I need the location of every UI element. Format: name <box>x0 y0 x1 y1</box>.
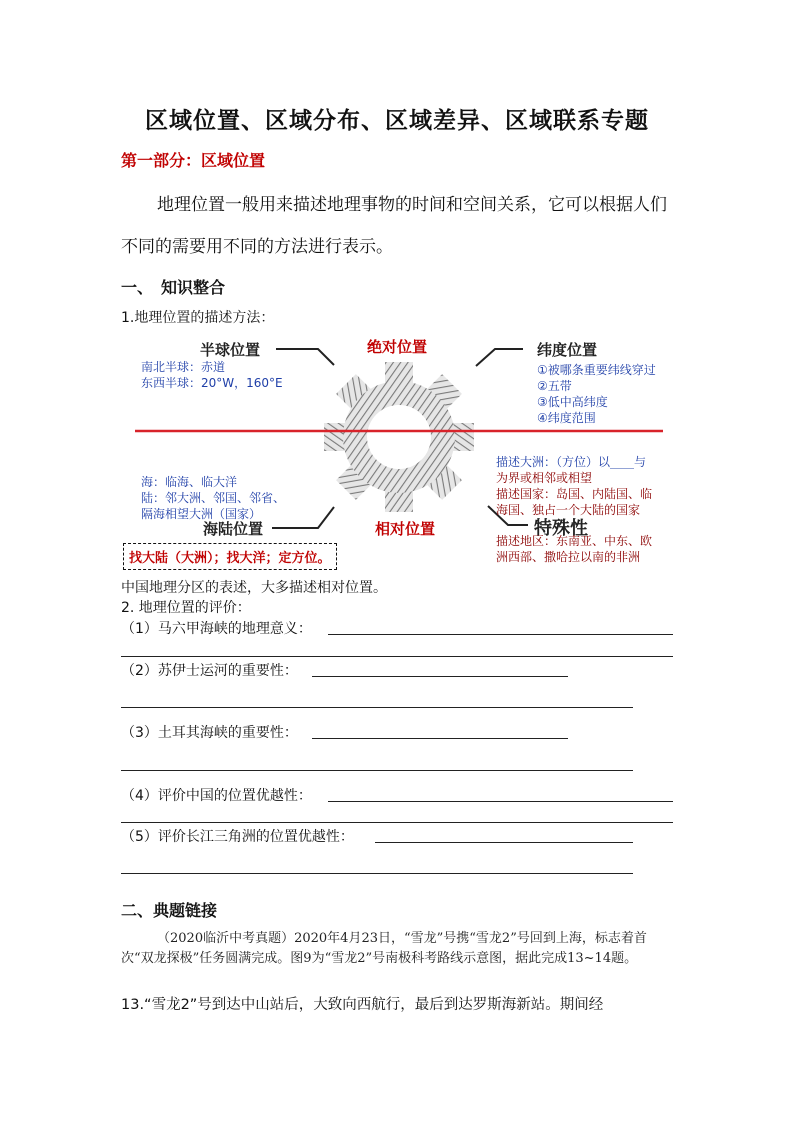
intro-paragraph: 地理位置一般用来描述地理事物的时间和空间关系，它可以根据人们不同的需要用不同的方法进行表示。 <box>121 195 667 257</box>
latitude-line-1: ①被哪条重要纬线穿过 <box>537 363 656 377</box>
answer-line[interactable] <box>121 873 633 874</box>
hemisphere-line-2: 东西半球：20°W，160°E <box>141 376 283 390</box>
question-4: （4）评价中国的位置优越性： <box>121 788 312 804</box>
gear-icon <box>324 362 474 512</box>
question-2: （2）苏伊士运河的重要性： <box>121 663 298 679</box>
special-label: 特殊性 <box>534 518 588 539</box>
question-13: 13.“雪龙2”号到达中山站后，大致向西航行，最后到达罗斯海新站。期间经 <box>121 997 604 1013</box>
answer-line[interactable] <box>121 770 633 771</box>
answer-line[interactable] <box>328 634 673 635</box>
note-line: 中国地理分区的表述，大多描述相对位置。 <box>121 580 387 596</box>
sealand-label: 海陆位置 <box>203 520 264 538</box>
latitude-line-4: ④纬度范围 <box>537 411 596 425</box>
question-3: （3）土耳其海峡的重要性： <box>121 725 298 741</box>
answer-line[interactable] <box>121 822 673 823</box>
absolute-position-label: 绝对位置 <box>367 338 428 356</box>
item-1-heading: 1.地理位置的描述方法： <box>121 310 275 326</box>
answer-line[interactable] <box>312 738 568 739</box>
sealand-line-1: 海：临海、临大洋 <box>141 475 238 489</box>
passage: （2020临沂中考真题）2020年4月23日，“雪龙”号携“雪龙2”号回到上海，标志着首次“双龙探极”任务圆满完成。图9为“雪龙2”号南极科考路线示意图，据此完成13~14题。 <box>121 931 647 966</box>
latitude-label: 纬度位置 <box>537 341 598 359</box>
part-heading: 第一部分：区域位置 <box>121 151 266 170</box>
latitude-line-3: ③低中高纬度 <box>537 395 608 409</box>
connector-special <box>488 506 528 525</box>
answer-line[interactable] <box>121 707 633 708</box>
sealand-line-3: 隔海相望大洲（国家） <box>141 507 262 521</box>
connector-sealand <box>272 507 334 528</box>
boxed-note: 找大陆（大洲）；找大洋；定方位。 <box>123 543 337 570</box>
section-heading-1: 一、 知识整合 <box>121 278 226 297</box>
sealand-line-2: 陆：邻大洲、邻国、邻省、 <box>141 491 286 505</box>
special-line-3: 描述国家：岛国、内陆国、临 <box>496 487 653 501</box>
page-title: 区域位置、区域分布、区域差异、区域联系专题 <box>145 107 649 134</box>
item-2-heading: 2. 地理位置的评价： <box>121 600 251 616</box>
connector-hemisphere <box>276 349 334 365</box>
hemisphere-line-1: 南北半球：赤道 <box>141 360 226 374</box>
question-5: （5）评价长江三角洲的位置优越性： <box>121 829 354 845</box>
special-line-1: 描述大洲：（方位）以____与 <box>496 455 647 469</box>
special-region-line-1: 描述地区：东南亚、中东、欧 <box>496 534 653 548</box>
hemisphere-label: 半球位置 <box>200 341 261 359</box>
connector-latitude <box>476 349 523 366</box>
section-heading-2: 二、典题链接 <box>121 901 218 920</box>
relative-position-label: 相对位置 <box>375 520 436 538</box>
answer-line[interactable] <box>328 801 673 802</box>
special-line-2: 为界或相邻或相望 <box>496 471 593 485</box>
latitude-line-2: ②五带 <box>537 379 572 393</box>
answer-line[interactable] <box>375 842 633 843</box>
answer-line[interactable] <box>121 656 673 657</box>
special-region-line-2: 洲西部、撒哈拉以南的非洲 <box>496 550 641 564</box>
answer-line[interactable] <box>312 676 568 677</box>
question-1: （1）马六甲海峡的地理意义： <box>121 621 312 637</box>
special-line-4: 海国、独占一个大陆的国家 <box>496 503 641 517</box>
